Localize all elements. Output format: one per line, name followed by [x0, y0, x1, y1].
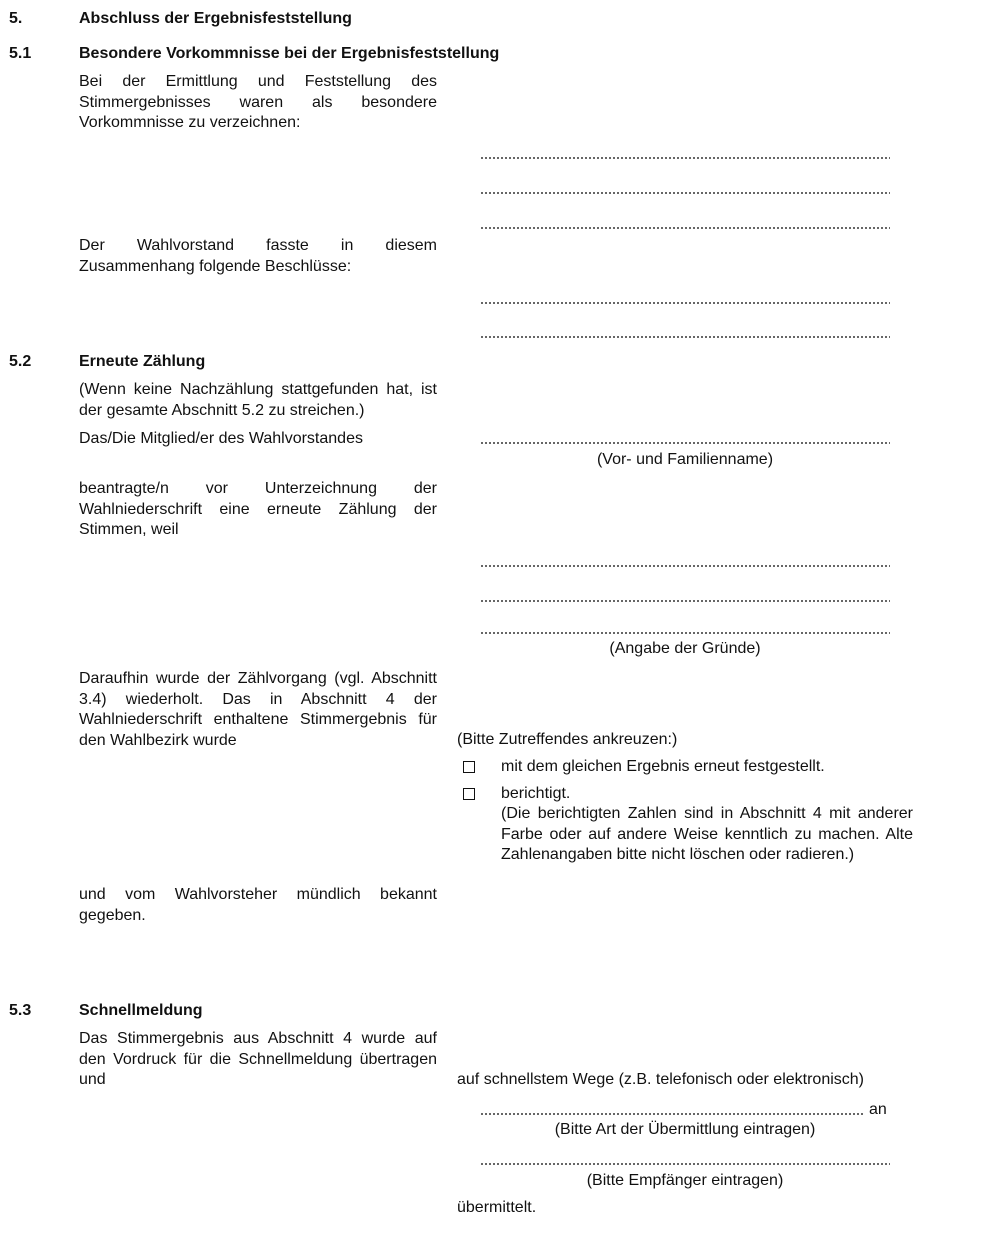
section-5-1-title: Besondere Vorkommnisse bei der Ergebnisfeststellung: [79, 45, 500, 62]
section-5-3-number: 5.3: [9, 1002, 32, 1019]
announce-paragraph: und vom Wahlvorsteher mündlich bekannt gegeben.: [79, 886, 437, 924]
closing-text: übermittelt.: [457, 1199, 537, 1216]
option-corrected-label: berichtigt.: [501, 785, 571, 802]
option-corrected-checkbox[interactable]: [463, 788, 475, 800]
transmission-way: auf schnellstem Wege (z.B. telefonisch oder elektronisch): [457, 1071, 865, 1088]
incidents-line-1[interactable]: [480, 157, 890, 159]
caption-recipient: (Bitte Empfänger eintragen): [586, 1172, 784, 1189]
incidents-paragraph: Bei der Ermittlung und Feststellung des Stimmergebnisses waren als besondere Vorkommnisse zu verzeichnen:: [79, 73, 437, 131]
decisions-line-1[interactable]: [480, 302, 890, 304]
decisions-paragraph: Der Wahlvorstand fasste in diesem Zusammenhang folgende Beschlüsse:: [79, 237, 437, 275]
transmission-method-line[interactable]: [480, 1113, 863, 1115]
members-paragraph: Das/Die Mitglied/er des Wahlvorstandes: [79, 430, 363, 447]
check-hint: (Bitte Zutreffendes ankreuzen:): [457, 731, 678, 748]
an-label: an: [869, 1101, 887, 1118]
section-5-2-number: 5.2: [9, 353, 32, 370]
section-5-3-title: Schnellmeldung: [79, 1002, 203, 1019]
option-same-result-label: mit dem gleichen Ergebnis erneut festgestellt.: [501, 758, 825, 775]
option-corrected-note: (Die berichtigten Zahlen sind in Abschnitt 4 mit anderer Farbe oder auf andere Weise kenntlich zu machen. Alte Zahlenangaben bitte nicht löschen oder radieren.): [501, 805, 913, 863]
recipient-line[interactable]: [480, 1163, 890, 1165]
quick-report-paragraph: Das Stimmergebnis aus Abschnitt 4 wurde auf den Vordruck für die Schnellmeldung übertragen und: [79, 1030, 437, 1088]
caption-name: (Vor- und Familienname): [596, 451, 774, 468]
section-5-number: 5.: [9, 10, 23, 27]
decisions-line-2[interactable]: [480, 336, 890, 338]
incidents-line-2[interactable]: [480, 192, 890, 194]
reasons-line-2[interactable]: [480, 600, 890, 602]
section-5-2-title: Erneute Zählung: [79, 353, 206, 370]
caption-transmission-method: (Bitte Art der Übermittlung eintragen): [554, 1121, 816, 1138]
request-paragraph: beantragte/n vor Unterzeichnung der Wahlniederschrift eine erneute Zählung der Stimmen, weil: [79, 480, 437, 538]
incidents-line-3[interactable]: [480, 227, 890, 229]
reasons-line-3[interactable]: [480, 632, 890, 634]
caption-reasons: (Angabe der Gründe): [609, 640, 761, 657]
section-5-1-number: 5.1: [9, 45, 32, 62]
member-name-line[interactable]: [480, 442, 890, 444]
option-same-result-checkbox[interactable]: [463, 761, 475, 773]
reasons-line-1[interactable]: [480, 565, 890, 567]
repeat-paragraph: Daraufhin wurde der Zählvorgang (vgl. Abschnitt 3.4) wiederholt. Das in Abschnitt 4 der Wahlniederschrift enthaltene Stimmergebnis für den Wahlbezirk wurde: [79, 670, 437, 749]
recount-note: (Wenn keine Nachzählung stattgefunden hat, ist der gesamte Abschnitt 5.2 zu streichen.): [79, 381, 437, 419]
section-5-title: Abschluss der Ergebnisfeststellung: [79, 10, 352, 27]
